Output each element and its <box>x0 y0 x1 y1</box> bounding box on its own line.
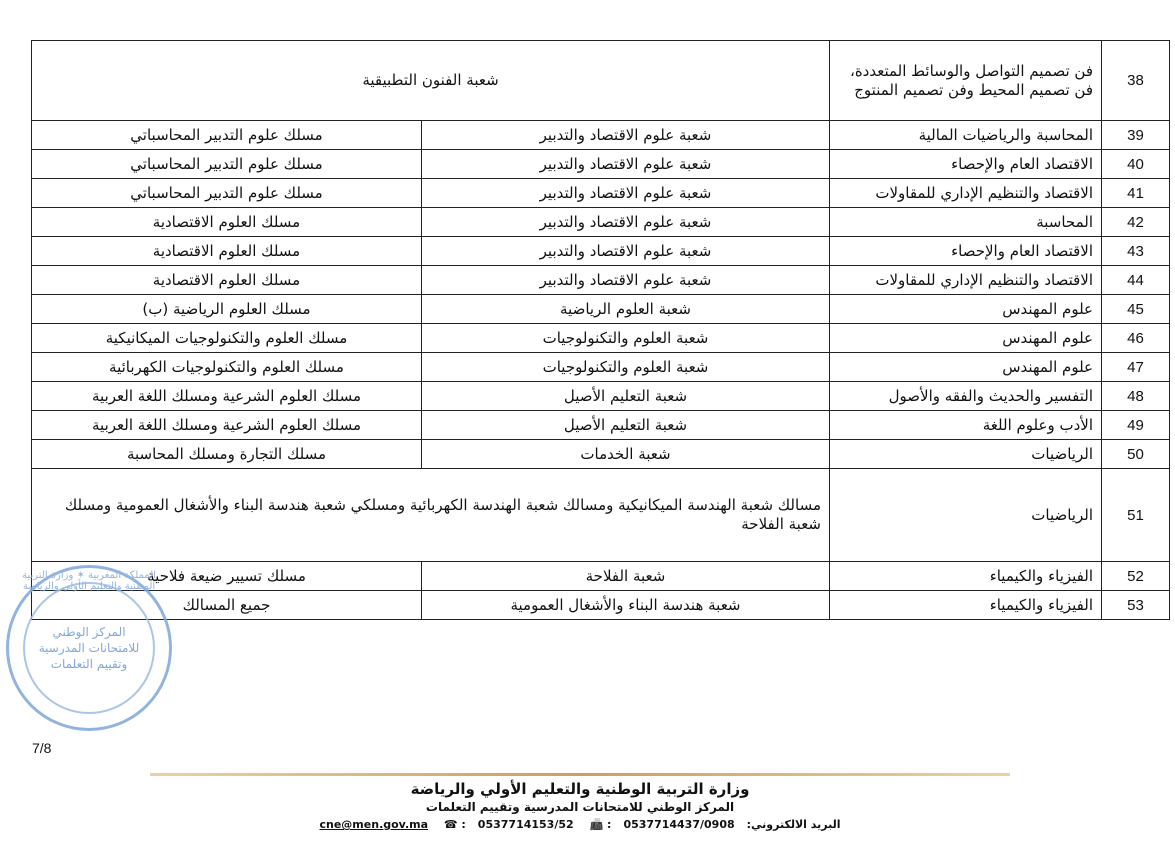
branch-cell: شعبة علوم الاقتصاد والتدبير <box>422 266 830 295</box>
table-row <box>32 121 1170 150</box>
subject-cell: الفيزياء والكيمياء <box>830 591 1102 620</box>
row-number: 50 <box>1102 440 1170 469</box>
branch-cell: شعبة الفلاحة <box>422 562 830 591</box>
footer <box>150 779 1010 833</box>
branch-cell: شعبة التعليم الأصيل <box>422 411 830 440</box>
phone-number: 0537714153/52 <box>477 818 574 831</box>
subject-cell: علوم المهندس <box>830 353 1102 382</box>
subject-cell: الفيزياء والكيمياء <box>830 562 1102 591</box>
subject-cell: علوم المهندس <box>830 295 1102 324</box>
branch-cell: شعبة علوم الاقتصاد والتدبير <box>422 237 830 266</box>
table-row <box>32 591 1170 620</box>
subject-cell: الرياضيات <box>830 469 1102 562</box>
track-cell: مسلك علوم التدبير المحاسباتي <box>32 150 422 179</box>
track-cell: مسلك العلوم الاقتصادية <box>32 237 422 266</box>
branch-cell: شعبة علوم الاقتصاد والتدبير <box>422 208 830 237</box>
track-cell: مسلك العلوم الشرعية ومسلك اللغة العربية <box>32 411 422 440</box>
table-row <box>32 411 1170 440</box>
table-row <box>32 150 1170 179</box>
track-cell: جميع المسالك <box>32 591 422 620</box>
row-number: 41 <box>1102 179 1170 208</box>
row-number: 40 <box>1102 150 1170 179</box>
row-number: 52 <box>1102 562 1170 591</box>
table-row <box>32 295 1170 324</box>
branch-cell: شعبة التعليم الأصيل <box>422 382 830 411</box>
subject-cell: الاقتصاد والتنظيم الإداري للمقاولات <box>830 179 1102 208</box>
track-cell: مسلك العلوم الاقتصادية <box>32 208 422 237</box>
footer-contacts <box>150 816 1010 833</box>
email-label: البريد الالكتروني: <box>746 818 841 831</box>
row-number: 43 <box>1102 237 1170 266</box>
track-cell: مسلك العلوم الاقتصادية <box>32 266 422 295</box>
subject-cell: الاقتصاد العام والإحصاء <box>830 237 1102 266</box>
page-number: 7/8 <box>32 740 52 756</box>
footer-center: المركز الوطني للامتحانات المدرسية وتقييم التعلمات <box>425 800 735 814</box>
table-row <box>32 41 1170 121</box>
footer-ministry: وزارة التربية الوطنية والتعليم الأولي والرياضة <box>410 780 750 798</box>
merged-cell: مسالك شعبة الهندسة الميكانيكية ومسالك شعبة الهندسة الكهربائية ومسلكي شعبة هندسة البناء والأشغال العمومية ومسلك شعبة الفلاحة <box>32 469 830 562</box>
table-row <box>32 353 1170 382</box>
fax-number: 0537714437/0908 <box>623 818 735 831</box>
table-row <box>32 266 1170 295</box>
subject-cell: الاقتصاد العام والإحصاء <box>830 150 1102 179</box>
subject-cell: التفسير والحديث والفقه والأصول <box>830 382 1102 411</box>
subject-cell: علوم المهندس <box>830 324 1102 353</box>
track-cell: مسلك العلوم والتكنولوجيات الميكانيكية <box>32 324 422 353</box>
table-body <box>32 41 1170 620</box>
track-cell: مسلك علوم التدبير المحاسباتي <box>32 121 422 150</box>
track-cell: مسلك تسيير ضيعة فلاحية <box>32 562 422 591</box>
track-cell: مسلك علوم التدبير المحاسباتي <box>32 179 422 208</box>
stamp-center-text: المركز الوطني للامتحانات المدرسية وتقييم التعلمات <box>38 625 140 671</box>
table-row <box>32 382 1170 411</box>
table-row <box>32 179 1170 208</box>
row-number: 39 <box>1102 121 1170 150</box>
track-cell: مسلك العلوم الرياضية (ب) <box>32 295 422 324</box>
subject-cell: الرياضيات <box>830 440 1102 469</box>
table-row <box>32 208 1170 237</box>
branch-cell: شعبة العلوم الرياضية <box>422 295 830 324</box>
table-row <box>32 440 1170 469</box>
subject-cell: المحاسبة والرياضيات المالية <box>830 121 1102 150</box>
subject-cell: الأدب وعلوم اللغة <box>830 411 1102 440</box>
footer-divider <box>150 773 1010 776</box>
subject-cell: المحاسبة <box>830 208 1102 237</box>
row-number: 44 <box>1102 266 1170 295</box>
table-row <box>32 237 1170 266</box>
track-cell: مسلك العلوم الشرعية ومسلك اللغة العربية <box>32 382 422 411</box>
table-row <box>32 469 1170 562</box>
row-number: 45 <box>1102 295 1170 324</box>
subject-cell: فن تصميم التواصل والوسائط المتعددة، فن تصميم المحيط وفن تصميم المنتوج <box>830 41 1102 121</box>
phone-label: ☎ : <box>443 818 466 831</box>
branch-cell: شعبة هندسة البناء والأشغال العمومية <box>422 591 830 620</box>
table-row <box>32 324 1170 353</box>
row-number: 38 <box>1102 41 1170 121</box>
stamp-rim-text: المملكة المغربية ✶ وزارة التربية الوطنية والتعليم الأولي والرياضة <box>22 570 156 592</box>
branch-cell: شعبة علوم الاقتصاد والتدبير <box>422 179 830 208</box>
branch-cell: شعبة الخدمات <box>422 440 830 469</box>
track-cell: مسلك العلوم والتكنولوجيات الكهربائية <box>32 353 422 382</box>
row-number: 46 <box>1102 324 1170 353</box>
track-cell: مسلك التجارة ومسلك المحاسبة <box>32 440 422 469</box>
row-number: 53 <box>1102 591 1170 620</box>
table-row <box>32 562 1170 591</box>
email-link[interactable]: cne@men.gov.ma <box>319 818 429 831</box>
row-number: 49 <box>1102 411 1170 440</box>
exam-subjects-table <box>31 40 1170 620</box>
branch-cell: شعبة علوم الاقتصاد والتدبير <box>422 150 830 179</box>
subject-cell: الاقتصاد والتنظيم الإداري للمقاولات <box>830 266 1102 295</box>
branch-cell: شعبة العلوم والتكنولوجيات <box>422 324 830 353</box>
row-number: 47 <box>1102 353 1170 382</box>
fax-label: 📠 : <box>589 818 612 831</box>
row-number: 51 <box>1102 469 1170 562</box>
row-number: 42 <box>1102 208 1170 237</box>
merged-cell: شعبة الفنون التطبيقية <box>32 41 830 121</box>
official-stamp <box>6 565 172 731</box>
row-number: 48 <box>1102 382 1170 411</box>
branch-cell: شعبة العلوم والتكنولوجيات <box>422 353 830 382</box>
branch-cell: شعبة علوم الاقتصاد والتدبير <box>422 121 830 150</box>
